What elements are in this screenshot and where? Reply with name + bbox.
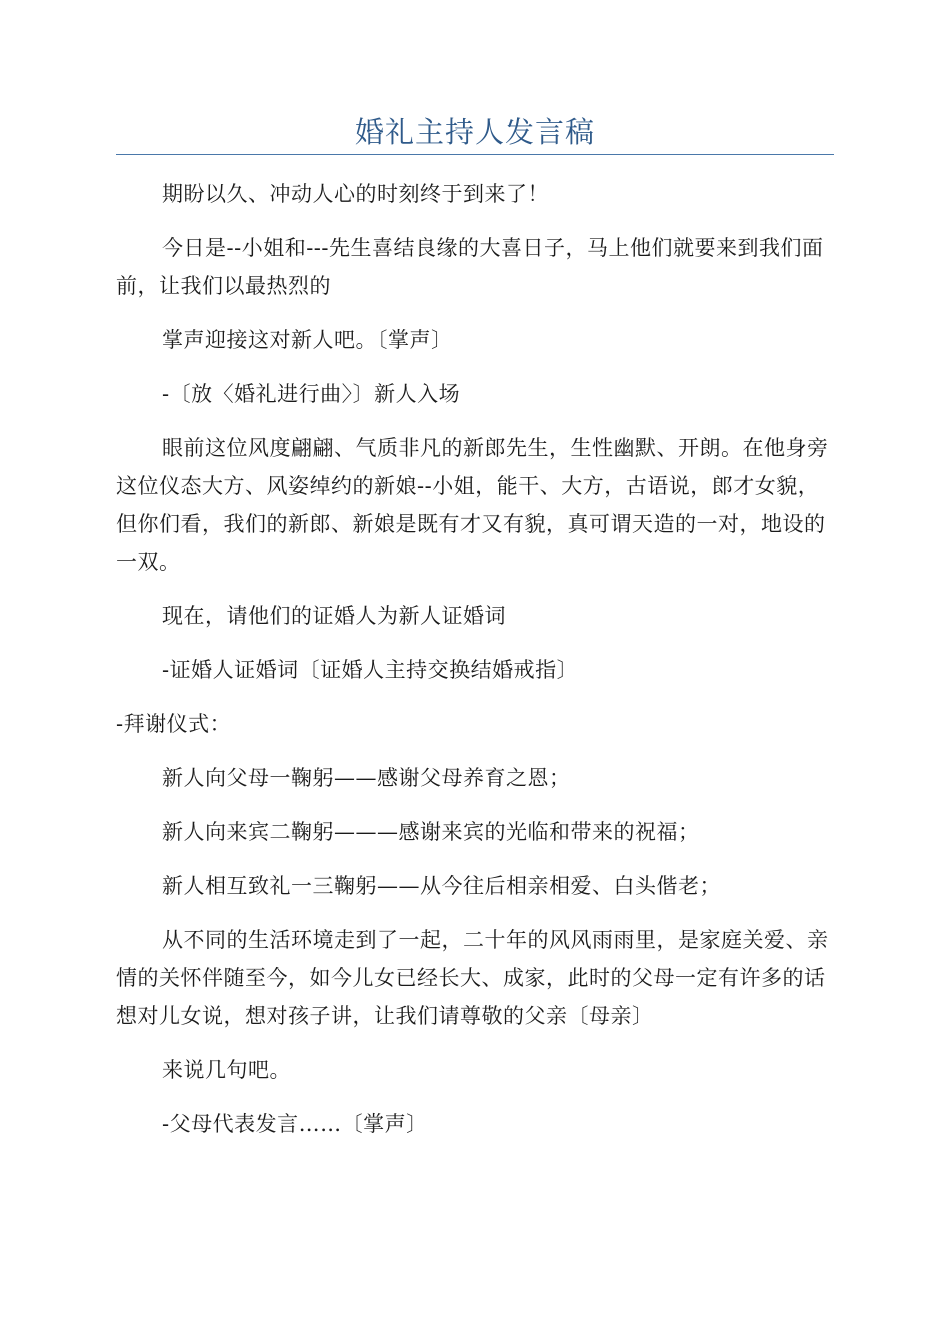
paragraph-11: 新人相互致礼一三鞠躬——从今往后相亲相爱、白头偕老； (162, 874, 721, 898)
paragraph-13: 来说几句吧。 (162, 1058, 291, 1082)
document-body (116, 175, 834, 1159)
paragraph-5: 眼前这位风度翩翩、气质非凡的新郎先生，生性幽默、开朗。在他身旁这位仪态大方、风姿绰约的新娘--小姐，能干、大方，古语说，郎才女貌，但你们看，我们的新郎、新娘是既有才又有貌，真可谓天造的一对，地设的一双。 (116, 436, 829, 574)
paragraph-7: -证婚人证婚词〔证婚人主持交换结婚戒指〕 (162, 658, 579, 682)
paragraph-10: 新人向来宾二鞠躬———感谢来宾的光临和带来的祝福； (162, 820, 700, 844)
paragraph-8: -拜谢仪式： (116, 712, 232, 736)
paragraph-14: -父母代表发言……〔掌声〕 (162, 1112, 428, 1136)
paragraph-1: 期盼以久、冲动人心的时刻终于到来了！ (162, 182, 549, 206)
paragraph-6: 现在，请他们的证婚人为新人证婚词 (162, 604, 506, 628)
document-title: 婚礼主持人发言稿 (354, 115, 595, 149)
paragraph-2: 今日是--小姐和---先生喜结良缘的大喜日子，马上他们就要来到我们面前，让我们以最热烈的 (116, 236, 824, 298)
paragraph-9: 新人向父母一鞠躬——感谢父母养育之恩； (162, 766, 571, 790)
paragraph-4: -〔放〈婚礼进行曲〉〕新人入场 (162, 382, 461, 406)
paragraph-12: 从不同的生活环境走到了一起，二十年的风风雨雨里，是家庭关爱、亲情的关怀伴随至今，如今儿女已经长大、成家，此时的父母一定有许多的话想对儿女说，想对孩子讲，让我们请尊敬的父亲〔母亲〕 (116, 928, 829, 1028)
paragraph-3: 掌声迎接这对新人吧。〔掌声〕 (162, 328, 453, 352)
title-underline (116, 154, 834, 155)
